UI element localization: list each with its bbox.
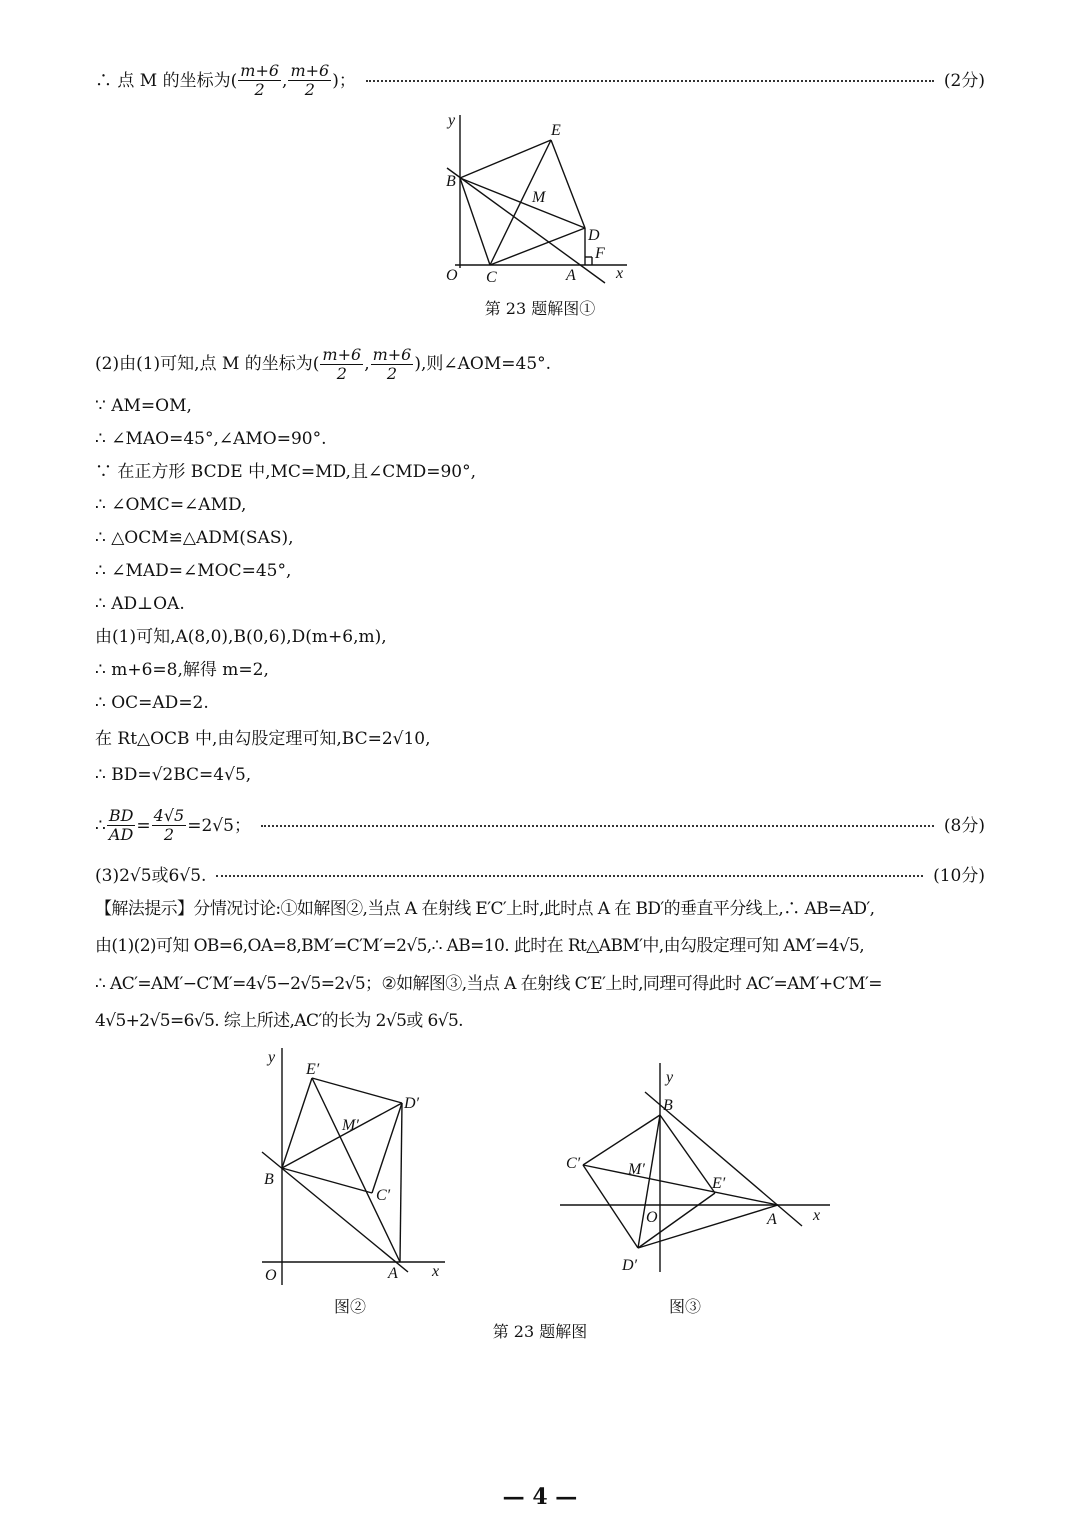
denominator: AD [108,825,134,844]
figure-1-caption: 第 23 题解图① [484,299,596,318]
fraction [320,346,363,383]
figure-3-caption: 图③ [668,1297,701,1316]
label-f: F [595,245,605,262]
label-c: C′ [376,1187,391,1204]
text: ∴ 点 M 的坐标为( [95,70,238,91]
numerator: m+6 [372,345,412,364]
step-line: 在 Rt△OCB 中,由勾股定理可知,BC=2√10, [95,729,431,749]
step-line: ∴ AD⊥OA. [95,594,185,614]
numerator: m+6 [322,345,362,364]
denominator: 2 [386,364,398,383]
numerator: m+6 [240,61,280,80]
step-line: ∴ △OCM≌△ADM(SAS), [95,528,294,548]
hint-line: 4√5+2√5=6√5. 综上所述,AC′的长为 2√5或 6√5. [95,1011,463,1031]
label-x: x [616,265,624,282]
label-e: E′ [712,1175,726,1192]
line-ratio [95,807,985,844]
label-o: O [646,1209,658,1226]
label-b: B [264,1171,274,1188]
dot-leader [216,875,923,877]
text: =2√5； [187,815,251,836]
text: = [136,815,151,836]
label-e: E [551,122,561,139]
score: (8分) [943,815,985,836]
score: (10分) [933,866,985,886]
fraction [152,807,187,844]
step-line: ∵ 在正方形 BCDE 中,MC=MD,且∠CMD=90°, [95,462,477,482]
hint-line: ∴ AC′=AM′−C′M′=4√5−2√5=2√5；②如解图③,当点 A 在射线 C′E′上时,同理可得此时 AC′=AM′+C′M′= [95,974,882,994]
label-x: x [432,1263,440,1280]
label-y: y [268,1049,276,1066]
label-e: E′ [306,1061,320,1078]
label-m: M [532,189,546,206]
page-number: — 4 — [502,1484,578,1510]
line-part-2 [95,346,551,383]
label-c: C [486,269,497,286]
label-d: D [588,227,600,244]
label-x: x [813,1207,821,1224]
text: (2)由(1)可知,点 M 的坐标为( [95,354,320,374]
hint-line: 【解法提示】分情况讨论:①如解图②,当点 A 在射线 E′C′上时,此时点 A 在 BD′的垂直平分线上,∴ AB=AD′, [95,899,875,919]
fraction [371,346,414,383]
figure-2-caption: 图② [333,1297,366,1316]
step-line: ∴ ∠MAD=∠MOC=45°, [95,561,292,581]
denominator: 2 [163,825,175,844]
figures-caption: 第 23 题解图 [492,1322,588,1341]
text: , [364,354,370,374]
numerator: 4√5 [153,806,185,825]
line-part-3 [95,864,985,888]
denominator: 2 [254,80,265,99]
step-line: ∴ ∠MAO=45°,∠AMO=90°. [95,429,327,449]
label-m: M′ [342,1117,359,1134]
label-a: A [566,267,576,284]
text: (3)2√5或6√5. [95,866,207,886]
label-b: B [663,1097,673,1114]
label-b: B [446,173,456,190]
label-o: O [265,1267,277,1284]
dot-leader [261,825,934,827]
step-line: ∴ ∠OMC=∠AMD, [95,495,247,515]
numerator: BD [108,806,134,825]
numerator: m+6 [290,61,330,80]
text: ∴ [95,815,106,836]
figure-2 [262,1048,445,1285]
label-y: y [448,112,456,129]
step-line: ∵ AM=OM, [95,396,192,416]
score: (2分) [943,70,985,91]
label-y: y [666,1069,674,1086]
text: ),则∠AOM=45°. [414,354,552,374]
text: )； [332,70,356,91]
denominator: 2 [304,80,315,99]
denominator: 2 [336,364,347,383]
figure-1 [446,112,627,286]
label-a: A [767,1211,777,1228]
step-line: ∴ OC=AD=2. [95,693,209,713]
label-m: M′ [628,1161,645,1178]
step-line: ∴ m+6=8,解得 m=2, [95,660,269,680]
hint-line: 由(1)(2)可知 OB=6,OA=8,BM′=C′M′=2√5,∴ AB=10. 此时在 Rt△ABM′中,由勾股定理可知 AM′=4√5, [95,936,865,956]
label-a: A [388,1265,398,1282]
fraction [107,807,136,844]
label-d: D′ [622,1257,638,1274]
label-d: D′ [404,1095,420,1112]
step-line: ∴ BD=√2BC=4√5, [95,765,252,785]
label-c: C′ [566,1155,581,1172]
figure-3 [560,1063,830,1274]
text: , [282,70,288,91]
step-line: 由(1)可知,A(8,0),B(0,6),D(m+6,m), [95,627,387,647]
label-o: O [446,267,458,284]
